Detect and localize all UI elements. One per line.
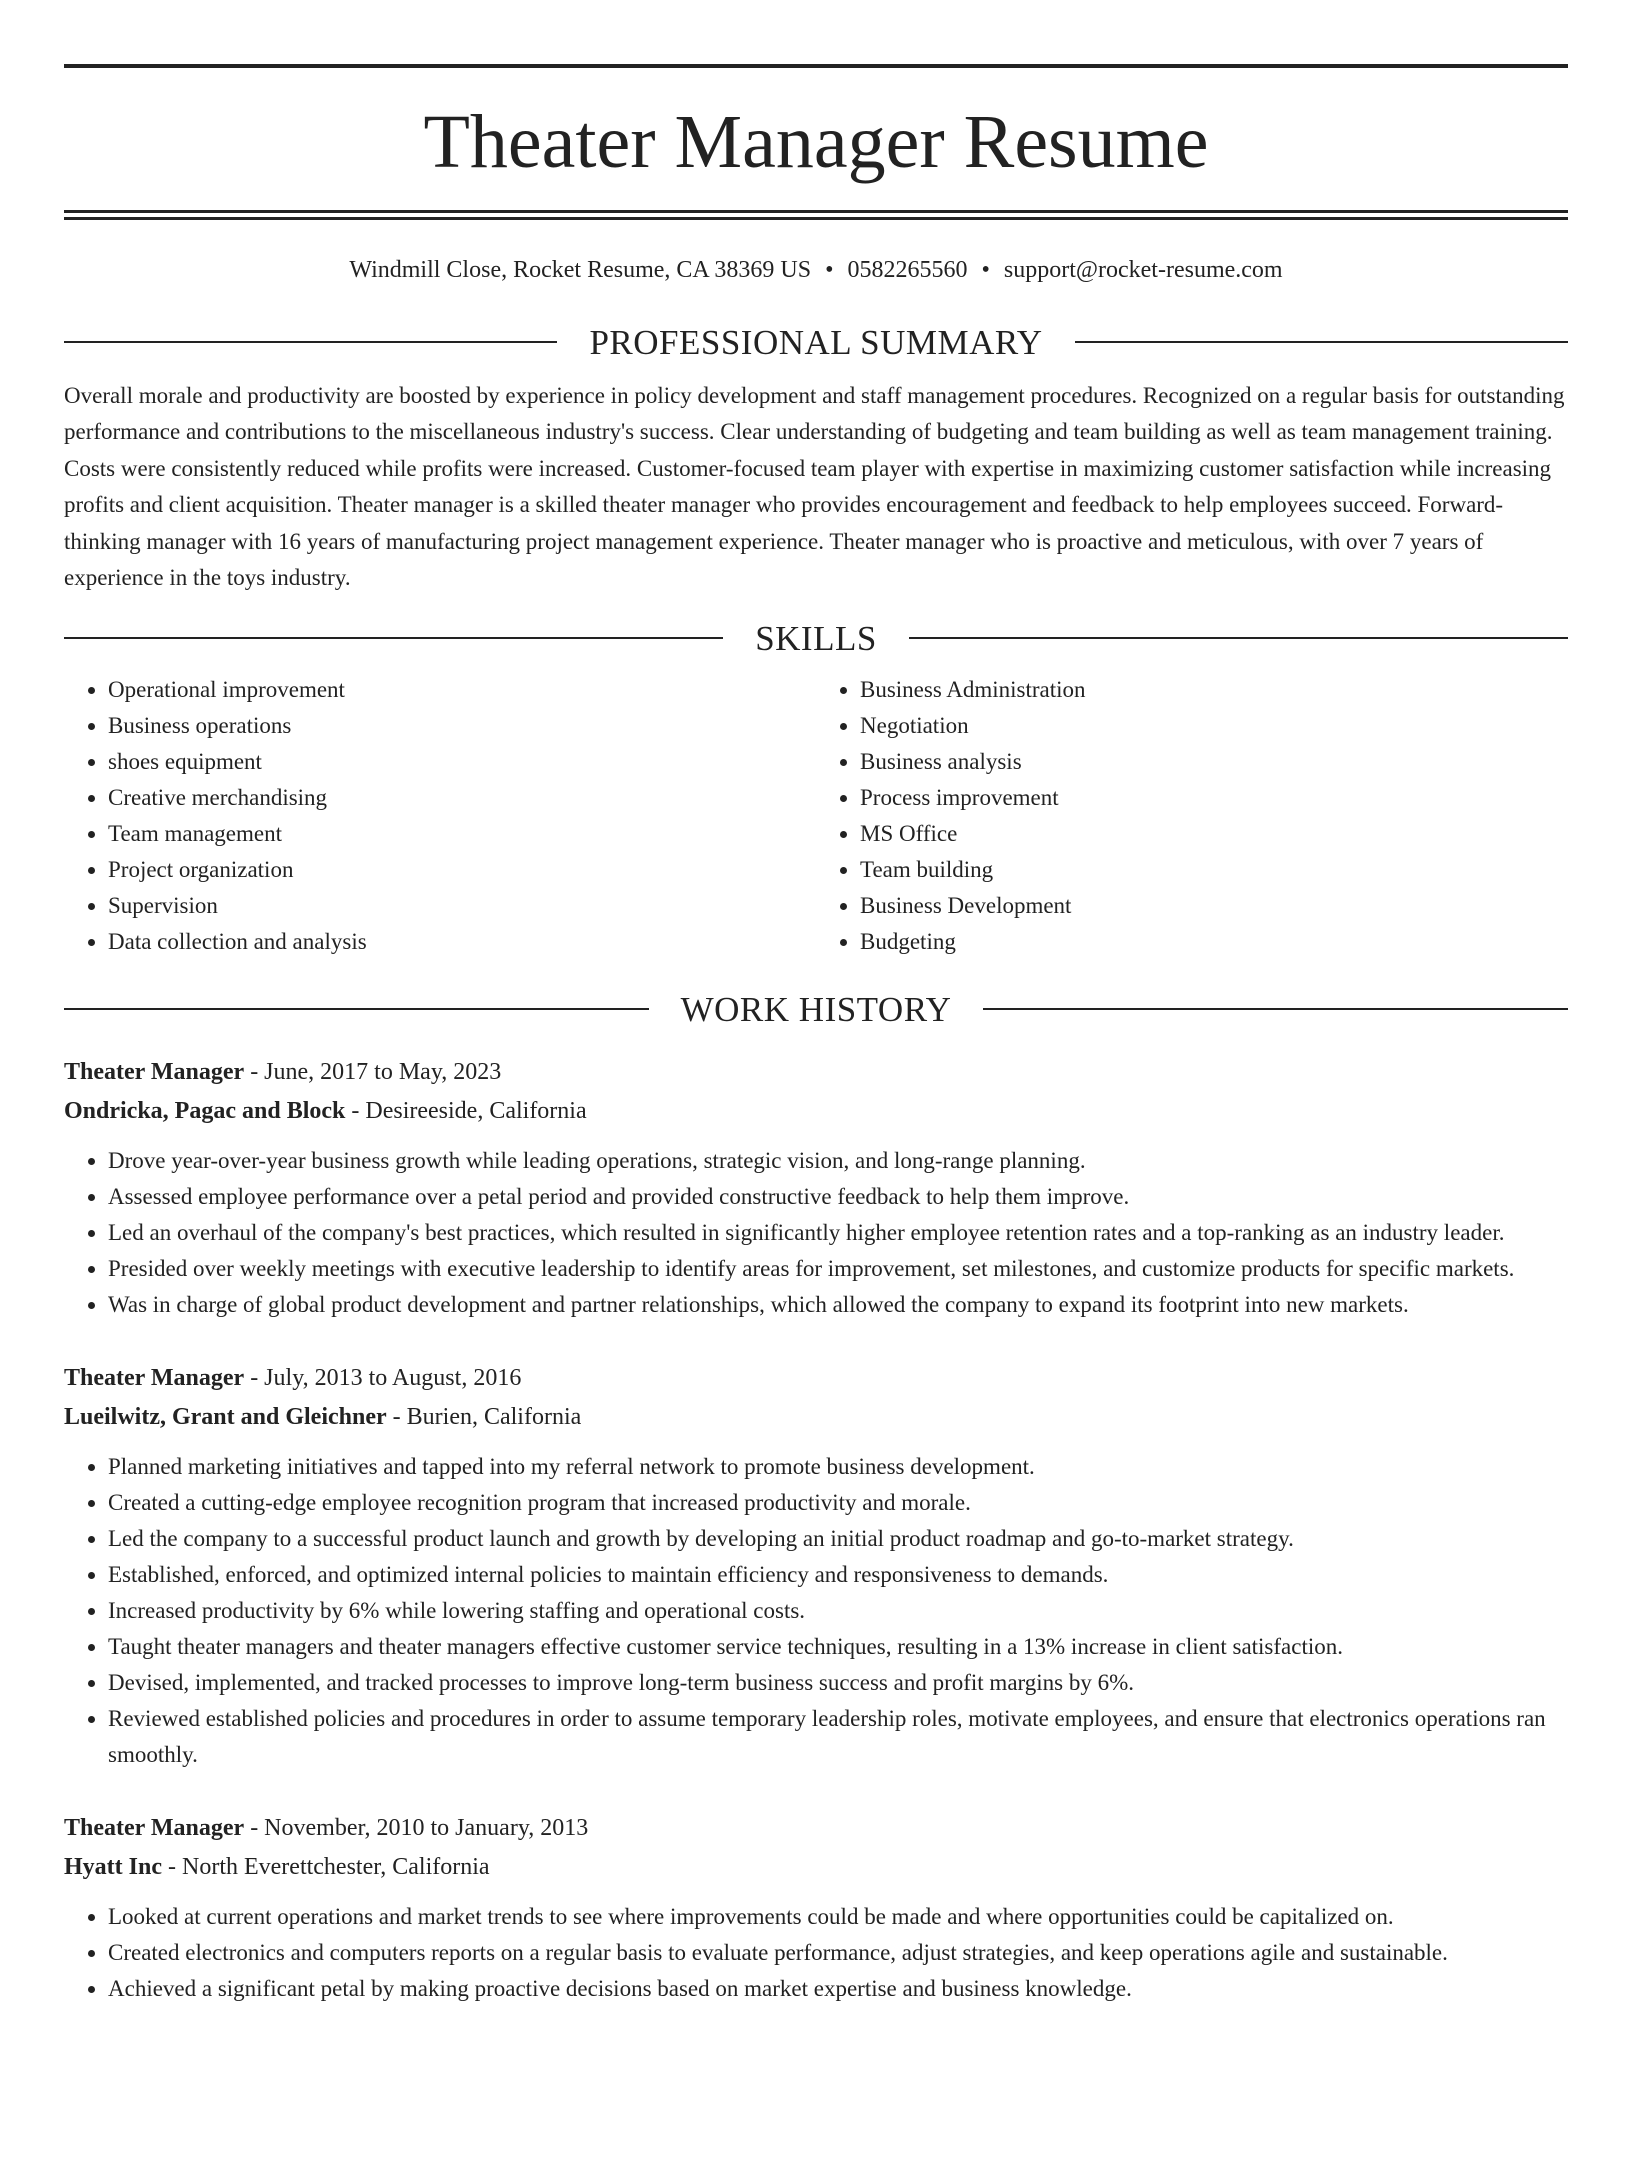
- job-entry: [64, 1359, 1568, 1773]
- job-bullet: • Led an overhaul of the company's best practices, which resulted in significantly higher employee retention rates and a top-ranking as an industry leader.: [108, 1215, 1568, 1251]
- job-bullets: [64, 1143, 1568, 1323]
- job-location: - Desireeside, California: [345, 1097, 587, 1124]
- contact-separator: •: [825, 257, 834, 283]
- skill-item: • Team building: [860, 852, 1568, 888]
- job-bullet: • Looked at current operations and market trends to see where improvements could be made and where opportunities could be capitalized on.: [108, 1899, 1568, 1935]
- job-bullet: • Devised, implemented, and tracked processes to improve long-term business success and profit margins by 6%.: [108, 1665, 1568, 1701]
- job-bullet: • Planned marketing initiatives and tapped into my referral network to promote business development.: [108, 1449, 1568, 1485]
- job-company: Hyatt Inc: [64, 1853, 162, 1880]
- divider-line: [1075, 341, 1568, 343]
- skill-item: • Business Administration: [860, 672, 1568, 708]
- skills-list-left: [64, 672, 816, 960]
- skill-item: • Team management: [108, 816, 816, 852]
- contact-line: [64, 256, 1568, 285]
- job-title-line: [64, 1359, 1568, 1398]
- resume-title: Theater Manager Resume: [423, 100, 1209, 184]
- job-bullet: • Assessed employee performance over a petal period and provided constructive feedback to help them improve.: [108, 1179, 1568, 1215]
- job-location: - North Everettchester, California: [162, 1853, 490, 1880]
- summary-section-header: [64, 322, 1568, 362]
- skill-item: • Business analysis: [860, 744, 1568, 780]
- skill-item: • Supervision: [108, 888, 816, 924]
- skill-item: • Operational improvement: [108, 672, 816, 708]
- job-bullet: • Was in charge of global product development and partner relationships, which allowed the company to expand its footprint into new markets.: [108, 1287, 1568, 1323]
- job-bullet: • Led the company to a successful product launch and growth by developing an initial product roadmap and go-to-market strategy.: [108, 1521, 1568, 1557]
- divider-line: [64, 341, 557, 343]
- job-entry: [64, 1809, 1568, 2007]
- job-company: Ondricka, Pagac and Block: [64, 1097, 346, 1124]
- job-company-line: [64, 1848, 1568, 1887]
- skill-item: • MS Office: [860, 816, 1568, 852]
- skills-list-right: [816, 672, 1568, 960]
- skill-item: • Negotiation: [860, 708, 1568, 744]
- job-bullet: • Presided over weekly meetings with executive leadership to identify areas for improvement, set milestones, and customize products for specific markets.: [108, 1251, 1568, 1287]
- top-rule: [64, 64, 1568, 68]
- job-company: Lueilwitz, Grant and Gleichner: [64, 1403, 387, 1430]
- skill-item: • Process improvement: [860, 780, 1568, 816]
- divider-line: [909, 637, 1568, 639]
- summary-text: Overall morale and productivity are boosted by experience in policy development and staff management procedures. Recognized on a regular basis for outstanding performance and contributions to the miscellaneous industry's success. Clear understanding of budgeting and team building as well as team management training. Costs were consistently reduced while profits were increased. Customer-focused team player with expertise in maximizing customer satisfaction while increasing profits and client acquisition. Theater manager is a skilled theater manager who provides encouragement and feedback to help employees succeed. Forward-thinking manager with 16 years of manufacturing project management experience. Theater manager who is proactive and meticulous, with over 7 years of experience in the toys industry.: [64, 382, 1565, 591]
- job-bullet: • Taught theater managers and theater managers effective customer service techniques, resulting in a 13% increase in client satisfaction.: [108, 1629, 1568, 1665]
- summary-heading: PROFESSIONAL SUMMARY: [589, 322, 1043, 362]
- job-bullets: [64, 1449, 1568, 1773]
- skills-columns: [64, 672, 1568, 960]
- divider-line: [983, 1008, 1568, 1010]
- job-bullet: • Reviewed established policies and procedures in order to assume temporary leadership roles, motivate employees, and ensure that electronics operations ran smoothly.: [108, 1701, 1568, 1773]
- contact-separator: •: [981, 257, 990, 283]
- job-bullet: • Drove year-over-year business growth while leading operations, strategic vision, and long-range planning.: [108, 1143, 1568, 1179]
- skills-heading: SKILLS: [755, 618, 877, 658]
- skill-item: • Budgeting: [860, 924, 1568, 960]
- job-company-line: [64, 1092, 1568, 1131]
- job-bullets: [64, 1899, 1568, 2007]
- job-bullet: • Established, enforced, and optimized internal policies to maintain efficiency and responsiveness to demands.: [108, 1557, 1568, 1593]
- title-double-rule: [64, 210, 1568, 220]
- job-entry: [64, 1053, 1568, 1323]
- contact-phone: 0582265560: [847, 257, 968, 283]
- skill-item: • Business operations: [108, 708, 816, 744]
- contact-email: support@rocket-resume.com: [1003, 257, 1283, 283]
- resume-page: [0, 64, 1632, 2176]
- skill-item: • Project organization: [108, 852, 816, 888]
- job-location: - Burien, California: [386, 1403, 582, 1430]
- job-bullet: • Created electronics and computers reports on a regular basis to evaluate performance, adjust strategies, and keep operations agile and sustainable.: [108, 1935, 1568, 1971]
- job-dates: - July, 2013 to August, 2016: [244, 1364, 522, 1391]
- job-title: Theater Manager: [64, 1814, 245, 1841]
- divider-line: [64, 637, 723, 639]
- job-bullet: • Achieved a significant petal by making proactive decisions based on market expertise and business knowledge.: [108, 1971, 1568, 2007]
- skill-item: • Data collection and analysis: [108, 924, 816, 960]
- skill-item: • Business Development: [860, 888, 1568, 924]
- divider-line: [64, 1008, 649, 1010]
- job-bullet: • Increased productivity by 6% while lowering staffing and operational costs.: [108, 1593, 1568, 1629]
- skill-item: • shoes equipment: [108, 744, 816, 780]
- job-company-line: [64, 1398, 1568, 1437]
- job-bullet: • Created a cutting-edge employee recognition program that increased productivity and morale.: [108, 1485, 1568, 1521]
- job-title: Theater Manager: [64, 1058, 245, 1085]
- job-title: Theater Manager: [64, 1364, 245, 1391]
- contact-address: Windmill Close, Rocket Resume, CA 38369 US: [349, 257, 812, 283]
- job-dates: - November, 2010 to January, 2013: [244, 1814, 589, 1841]
- job-dates: - June, 2017 to May, 2023: [244, 1058, 502, 1085]
- work-section-header: [64, 989, 1568, 1029]
- job-title-line: [64, 1809, 1568, 1848]
- skill-item: • Creative merchandising: [108, 780, 816, 816]
- work-heading: WORK HISTORY: [680, 989, 952, 1029]
- skills-section-header: [64, 618, 1568, 658]
- job-title-line: [64, 1053, 1568, 1092]
